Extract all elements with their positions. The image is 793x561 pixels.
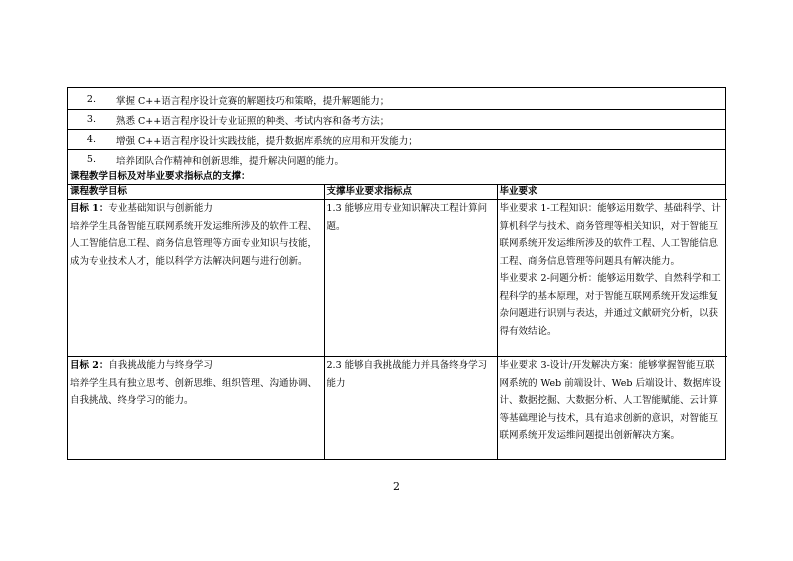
objective-item bbox=[68, 130, 725, 150]
objective-text: 培养团队合作精神和创新思维，提升解决问题的能力。 bbox=[116, 155, 345, 167]
support-table bbox=[68, 185, 727, 459]
goal-heading bbox=[70, 200, 320, 218]
column-header-requirement: 毕业要求 bbox=[497, 185, 727, 200]
objective-text: 增强 C++语言程序设计实践技能，提升数据库系统的应用和开发能力； bbox=[116, 135, 418, 147]
page-number: 2 bbox=[393, 480, 400, 493]
section-title: 课程教学目标及对毕业要求指标点的支撑： bbox=[68, 169, 725, 185]
objective-list bbox=[68, 88, 725, 169]
table-row bbox=[68, 200, 727, 357]
goal-description: 培养学生具备智能互联网系统开发运维所涉及的软件工程、人工智能信息工程、商务信息管理等方面专业知识与技能，成为专业技术人才，能以科学方法解决问题与进行创新。 bbox=[70, 220, 318, 267]
table-row bbox=[68, 357, 727, 460]
objective-number: 2. bbox=[86, 94, 96, 105]
goal-title: 自我挑战能力与终身学习 bbox=[108, 360, 213, 371]
goal-label: 目标 1： bbox=[70, 203, 109, 214]
objective-item bbox=[68, 90, 725, 110]
indicator-cell: 2.3 能够自我挑战能力并具备终身学习能力 bbox=[324, 357, 497, 460]
column-header-indicator: 支撑毕业要求指标点 bbox=[324, 185, 497, 200]
requirement-cell bbox=[497, 200, 727, 357]
requirement-text: 毕业要求 2-问题分析：能够运用数学、自然科学和工程科学的基本原理，对于智能互联网系统开发运维复杂问题进行识别与表达，并通过文献研究分析，以获得有效结论。 bbox=[499, 273, 721, 337]
indicator-cell: 1.3 能够应用专业知识解决工程计算问题。 bbox=[324, 200, 497, 357]
requirement-cell bbox=[497, 357, 727, 460]
goal-description: 培养学生具有独立思考、创新思维、组织管理、沟通协调、自我挑战、终身学习的能力。 bbox=[70, 377, 318, 406]
goal-cell bbox=[68, 357, 324, 460]
table-header-row bbox=[68, 185, 727, 200]
objective-number: 4. bbox=[86, 134, 96, 145]
objective-text: 掌握 C++语言程序设计竞赛的解题技巧和策略，提升解题能力； bbox=[116, 95, 390, 107]
goal-cell bbox=[68, 200, 324, 357]
requirement-text: 毕业要求 1-工程知识：能够运用数学、基础科学、计算机科学与技术、商务管理等相关知识，对于智能互联网系统开发运维所涉及的软件工程、人工智能信息工程、商务信息管理等问题具有解决能力。 bbox=[499, 203, 721, 267]
column-header-goal: 课程教学目标 bbox=[68, 185, 324, 200]
objective-number: 3. bbox=[86, 114, 96, 125]
objective-item bbox=[68, 150, 725, 169]
goal-label: 目标 2： bbox=[70, 360, 109, 371]
document-frame bbox=[67, 87, 726, 460]
requirement-text: 毕业要求 3-设计/开发解决方案：能够掌握智能互联网系统的 Web 前端设计、Web 后端设计、数据库设计、数据挖掘、大数据分析、人工智能赋能、云计算等基础理论与技术，具有追求创新的意识，对智能互联网系统开发运维问题提出创新解决方案。 bbox=[499, 360, 721, 441]
goal-heading bbox=[70, 357, 320, 375]
objective-text: 熟悉 C++语言程序设计专业证照的种类、考试内容和备考方法； bbox=[116, 115, 390, 127]
goal-title: 专业基础知识与创新能力 bbox=[108, 203, 213, 214]
objective-item bbox=[68, 110, 725, 130]
objective-number: 5. bbox=[86, 154, 96, 165]
